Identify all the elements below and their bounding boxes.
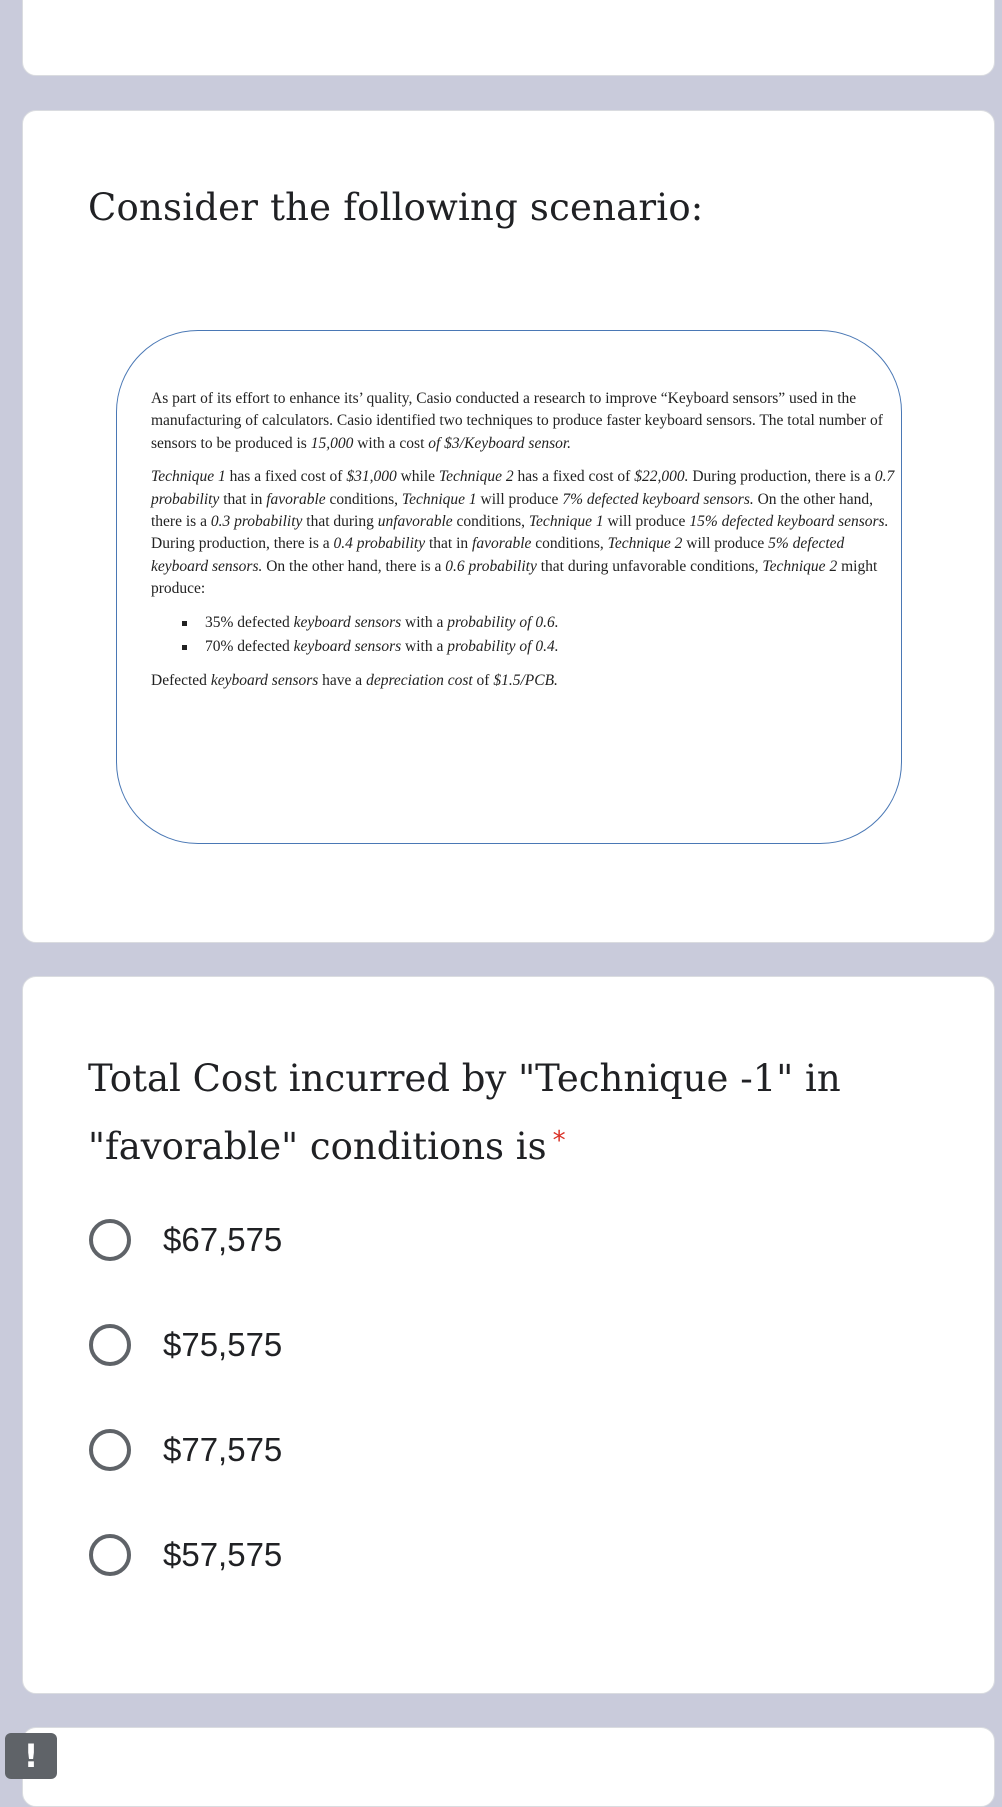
exclamation-icon[interactable]: ! <box>5 1733 57 1779</box>
question-title: Total Cost incurred by "Technique -1" in "favorable" conditions is * <box>88 1057 841 1168</box>
radio-button-icon[interactable] <box>89 1534 131 1576</box>
required-asterisk: * <box>552 1126 566 1156</box>
scenario-paragraph-1: As part of its effort to enhance its’ quality, Casio conducted a research to improve “Keyboard sensors” used in the manufacturing of calculators. Casio identified two techniques to produce faster keyboard sensors. The total number of sensors to be produced is 15,000 with a cost of $3/Keyboard sensor. <box>151 390 883 452</box>
answer-option-label: $67,575 <box>163 1221 283 1258</box>
answer-option-label: $57,575 <box>163 1536 283 1573</box>
answer-option[interactable] <box>89 1420 489 1480</box>
next-section-card <box>22 1727 995 1807</box>
radio-button-icon[interactable] <box>89 1324 131 1366</box>
radio-button-icon[interactable] <box>89 1429 131 1471</box>
answer-option[interactable] <box>89 1210 489 1270</box>
scenario-bullets <box>151 612 896 659</box>
previous-section-card <box>22 0 995 76</box>
answer-option[interactable] <box>89 1315 489 1375</box>
answer-option[interactable] <box>89 1525 489 1585</box>
answer-option-label: $75,575 <box>163 1326 283 1363</box>
scenario-paragraph-3: Defected keyboard sensors have a depreciation cost of $1.5/PCB. <box>151 672 558 690</box>
scenario-card <box>22 110 995 943</box>
scenario-paragraph-2: Technique 1 has a fixed cost of $31,000 while Technique 2 has a fixed cost of $22,000. During production, there is a 0.7 probability that in favorable conditions, Technique 1 will produce 7% defected keyboard sensors. On the other hand, there is a 0.3 probability that during unfavorable conditions, Technique 1 will produce 15% defected keyboard sensors. During production, there is a 0.4 probability that in favorable conditions, Technique 2 will produce 5% defected keyboard sensors. On the other hand, there is a 0.6 probability that during unfavorable conditions, Technique 2 might produce: <box>151 468 895 598</box>
scenario-bullet: 35% defected keyboard sensors with a probability of 0.6. <box>205 612 896 634</box>
scenario-bullet: 70% defected keyboard sensors with a probability of 0.4. <box>205 636 896 658</box>
scenario-image-text <box>151 388 896 704</box>
answer-option-label: $77,575 <box>163 1431 283 1468</box>
question-card <box>22 976 995 1694</box>
scenario-title: Consider the following scenario: <box>88 186 704 229</box>
radio-button-icon[interactable] <box>89 1219 131 1261</box>
